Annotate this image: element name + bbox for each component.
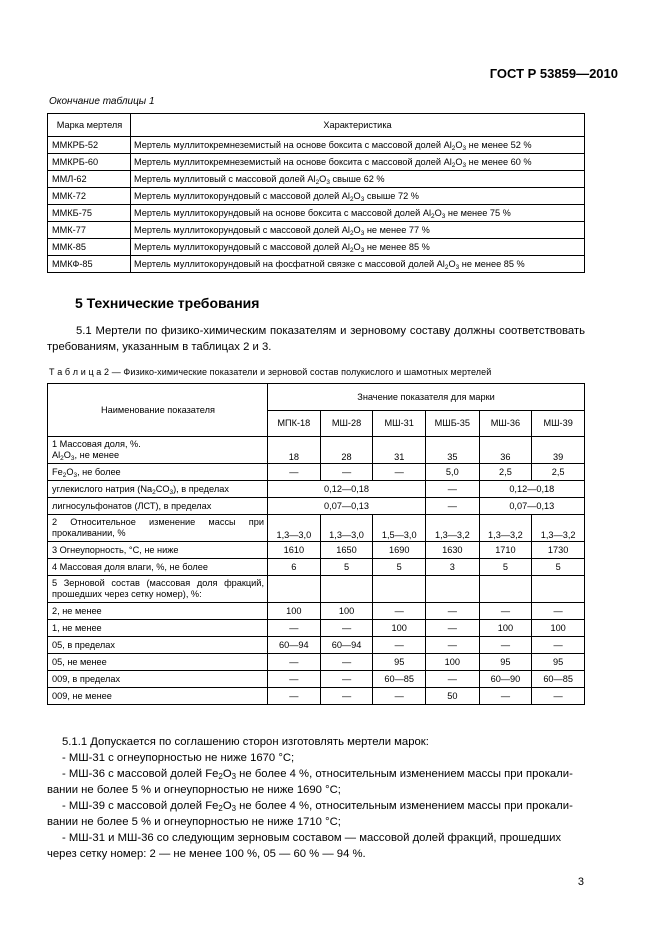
lst-val-1: — xyxy=(426,498,480,515)
p511-b4: - МШ-31 и МШ-36 со следующим зерновым составом — массовой долей фракций, прошедших xyxy=(62,832,562,844)
table1-row xyxy=(48,256,585,273)
table1-header-characteristic: Характеристика xyxy=(131,114,585,137)
table2-header-name: Наименование показателя xyxy=(48,384,268,437)
fe-label: $Fe_2O_3$, не более xyxy=(48,464,268,481)
grain-value: — xyxy=(426,637,480,654)
r4-val-4: 5 xyxy=(479,559,532,576)
table1-characteristic: Мертель муллитокорундовый с массовой долей $Al_2O_3$ не менее 85 % xyxy=(131,239,585,256)
table1-mark: ММКРБ-60 xyxy=(48,154,131,171)
al-val-3: 35 xyxy=(426,437,480,464)
grain-value: — xyxy=(268,688,321,705)
grain-value: 100 xyxy=(426,654,480,671)
grain-value: 95 xyxy=(479,654,532,671)
table1 xyxy=(47,113,585,273)
al-val-0: 18 xyxy=(268,437,321,464)
grain-value: — xyxy=(426,620,480,637)
grain-value: — xyxy=(373,688,426,705)
table1-row xyxy=(48,222,585,239)
r3-val-2: 1690 xyxy=(373,542,426,559)
grain-label: 009, в пределах xyxy=(48,671,268,688)
brand-header: МШ-36 xyxy=(479,411,532,437)
grain-value: 95 xyxy=(373,654,426,671)
row-mass-label xyxy=(48,437,268,464)
grain-row xyxy=(48,654,585,671)
grain-value: 100 xyxy=(320,603,373,620)
al-val-4: 36 xyxy=(479,437,532,464)
grain-label: 1, не менее xyxy=(48,620,268,637)
grain-value: 100 xyxy=(373,620,426,637)
grain-value: 95 xyxy=(532,654,585,671)
table1-characteristic: Мертель муллитокорундовый с массовой долей $Al_2O_3$ не менее 77 % xyxy=(131,222,585,239)
p511-b3: - МШ-39 с массовой долей $Fe_2O_3$ не более 4 %, относительным изменением массы при прокали- xyxy=(62,800,573,813)
grain-label: 05, не менее xyxy=(48,654,268,671)
r2-label: 2 Относительное изменение массы при прокаливании, % xyxy=(48,515,268,542)
grain-value: 60—90 xyxy=(479,671,532,688)
r4-val-2: 5 xyxy=(373,559,426,576)
table1-characteristic: Мертель муллитовый с массовой долей $Al_2O_3$ свыше 62 % xyxy=(131,171,585,188)
r2-val-4: 1,3—3,2 xyxy=(479,515,532,542)
r2-val-1: 1,3—3,0 xyxy=(320,515,373,542)
grain-value: — xyxy=(479,603,532,620)
table1-characteristic: Мертель муллитокремнеземистый на основе боксита с массовой долей $Al_2O_3$ не менее 60 % xyxy=(131,154,585,171)
grain-row xyxy=(48,688,585,705)
p511-b2-cont: вании не более 5 % и огнеупорностью не ниже 1690 °С; xyxy=(47,784,341,796)
table1-characteristic: Мертель муллитокорундовый с массовой долей $Al_2O_3$ свыше 72 % xyxy=(131,188,585,205)
table1-row xyxy=(48,171,585,188)
p511-b3-cont: вании не более 5 % и огнеупорностью не ниже 1710 °С; xyxy=(47,816,341,828)
brand-header: МШ-31 xyxy=(373,411,426,437)
grain-value: — xyxy=(532,688,585,705)
r3-val-5: 1730 xyxy=(532,542,585,559)
grain-value: 100 xyxy=(268,603,321,620)
grain-row xyxy=(48,603,585,620)
r2-val-5: 1,3—3,2 xyxy=(532,515,585,542)
table1-header-mark: Марка мертеля xyxy=(48,114,131,137)
r4-val-5: 5 xyxy=(532,559,585,576)
grain-row xyxy=(48,620,585,637)
grain-value: — xyxy=(426,671,480,688)
grain-value: — xyxy=(479,688,532,705)
p511-b2: - МШ-36 с массовой долей $Fe_2O_3$ не более 4 %, относительным изменением массы при прокали- xyxy=(62,768,573,781)
table1-characteristic: Мертель муллитокорундовый на фосфатной связке с массовой долей $Al_2O_3$ не менее 85 % xyxy=(131,256,585,273)
r2-val-0: 1,3—3,0 xyxy=(268,515,321,542)
r3-label: 3 Огнеупорность, °С, не ниже xyxy=(48,542,268,559)
grain-value: — xyxy=(320,654,373,671)
table1-characteristic: Мертель муллитокорундовый на основе боксита с массовой долей $Al_2O_3$ не менее 75 % xyxy=(131,205,585,222)
grain-value: 60—85 xyxy=(373,671,426,688)
grain-value: — xyxy=(479,637,532,654)
fe-val-2: — xyxy=(373,464,426,481)
paragraph-5-1: 5.1 Мертели по физико-химическим показателям и зерновому составу должны соответствовать требованиям, указанным в таблицах 2 и 3. xyxy=(47,325,585,353)
table1-mark: ММК-72 xyxy=(48,188,131,205)
fe-val-3: 5,0 xyxy=(426,464,480,481)
grain-value: 50 xyxy=(426,688,480,705)
fe-val-4: 2,5 xyxy=(479,464,532,481)
grain-value: — xyxy=(426,603,480,620)
p511-b1: - МШ-31 с огнеупорностью не ниже 1670 °С; xyxy=(62,752,295,764)
r2-val-2: 1,5—3,0 xyxy=(373,515,426,542)
r4-val-3: 3 xyxy=(426,559,480,576)
na-val-0: 0,12—0,18 xyxy=(268,481,426,498)
grain-value: 60—94 xyxy=(320,637,373,654)
grain-value: — xyxy=(268,654,321,671)
table2-header-value: Значение показателя для марки xyxy=(268,384,585,411)
grain-value: 60—94 xyxy=(268,637,321,654)
table1-mark: ММЛ-62 xyxy=(48,171,131,188)
brand-header: МШБ-35 xyxy=(426,411,480,437)
fe-val-5: 2,5 xyxy=(532,464,585,481)
r3-val-4: 1710 xyxy=(479,542,532,559)
grain-value: — xyxy=(373,637,426,654)
table1-mark: ММК-77 xyxy=(48,222,131,239)
standard-header: ГОСТ Р 53859—2010 xyxy=(489,66,618,81)
lst-label: лигносульфонатов (ЛСТ), в пределах xyxy=(48,498,268,515)
r2-val-3: 1,3—3,2 xyxy=(426,515,480,542)
table1-row xyxy=(48,239,585,256)
al-val-1: 28 xyxy=(320,437,373,464)
r3-val-1: 1650 xyxy=(320,542,373,559)
fe-val-1: — xyxy=(320,464,373,481)
table1-mark: ММКРБ-52 xyxy=(48,137,131,154)
grain-label: 05, в пределах xyxy=(48,637,268,654)
na-val-1: — xyxy=(426,481,480,498)
p511-b4-cont: через сетку номер: 2 — не менее 100 %, 05 — 60 % — 94 %. xyxy=(47,848,366,860)
grain-label: 2, не менее xyxy=(48,603,268,620)
grain-value: — xyxy=(373,603,426,620)
grain-value: — xyxy=(320,620,373,637)
brand-header: МПК-18 xyxy=(268,411,321,437)
section-5-title: 5 Технические требования xyxy=(75,295,260,311)
table1-caption: Окончание таблицы 1 xyxy=(49,96,155,107)
al-val-5: 39 xyxy=(532,437,585,464)
grain-value: 100 xyxy=(479,620,532,637)
table2 xyxy=(47,383,585,705)
r3-val-0: 1610 xyxy=(268,542,321,559)
grain-row xyxy=(48,671,585,688)
page-number: 3 xyxy=(577,876,584,888)
table1-row xyxy=(48,137,585,154)
grain-value: 100 xyxy=(532,620,585,637)
table1-row xyxy=(48,205,585,222)
r3-val-3: 1630 xyxy=(426,542,480,559)
fe-val-0: — xyxy=(268,464,321,481)
table1-row xyxy=(48,154,585,171)
grain-value: — xyxy=(320,671,373,688)
table1-mark: ММКБ-75 xyxy=(48,205,131,222)
table1-mark: ММК-85 xyxy=(48,239,131,256)
grain-value: — xyxy=(532,637,585,654)
grain-value: — xyxy=(532,603,585,620)
brand-header: МШ-28 xyxy=(320,411,373,437)
grain-value: — xyxy=(268,671,321,688)
lst-val-2: 0,07—0,13 xyxy=(479,498,584,515)
table1-characteristic: Мертель муллитокремнеземистый на основе боксита с массовой долей $Al_2O_3$ не менее 52 % xyxy=(131,137,585,154)
grain-value: — xyxy=(320,688,373,705)
grain-value: — xyxy=(268,620,321,637)
grain-value: 60—85 xyxy=(532,671,585,688)
na-val-2: 0,12—0,18 xyxy=(479,481,584,498)
lst-val-0: 0,07—0,13 xyxy=(268,498,426,515)
table1-row xyxy=(48,188,585,205)
r5-label: 5 Зерновой состав (массовая доля фракций, прошедших через сетку номер), %: xyxy=(48,576,268,603)
r4-val-0: 6 xyxy=(268,559,321,576)
grain-row xyxy=(48,637,585,654)
table1-mark: ММКФ-85 xyxy=(48,256,131,273)
p511-intro: 5.1.1 Допускается по соглашению сторон изготовлять мертели марок: xyxy=(62,736,429,748)
grain-label: 009, не менее xyxy=(48,688,268,705)
mass-label: 1 Массовая доля, %. xyxy=(52,439,141,449)
na-label: углекислого натрия $(Na_2CO_3)$, в пределах xyxy=(48,481,268,498)
table2-caption: Т а б л и ц а 2 — Физико-химические показатели и зерновой состав полукислого и шамотных мертелей xyxy=(49,367,492,377)
r4-label: 4 Массовая доля влаги, %, не более xyxy=(48,559,268,576)
r4-val-1: 5 xyxy=(320,559,373,576)
al-val-2: 31 xyxy=(373,437,426,464)
al-label: $Al_2O_3$, не менее xyxy=(52,450,120,462)
brand-header: МШ-39 xyxy=(532,411,585,437)
